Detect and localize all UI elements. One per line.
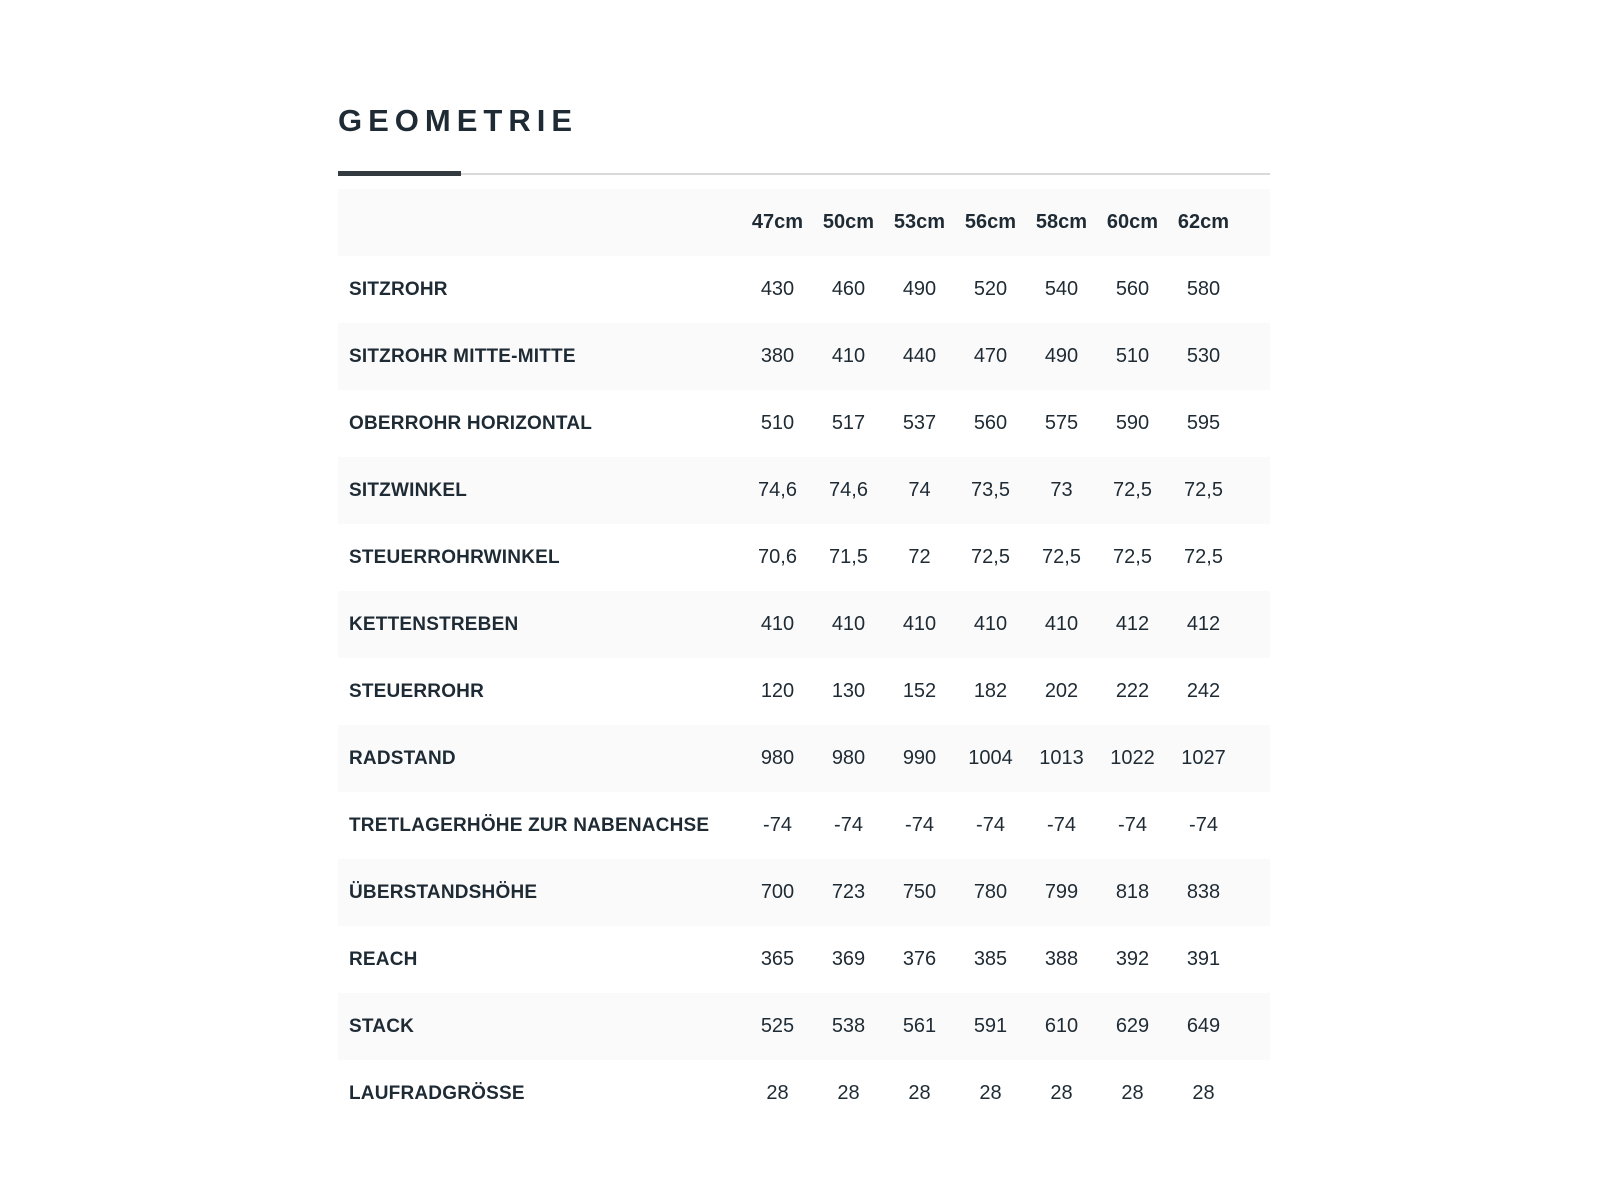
value-cell: 560	[1097, 256, 1168, 323]
value-cell: 540	[1026, 256, 1097, 323]
value-cell: 410	[813, 323, 884, 390]
value-cell: 591	[955, 993, 1026, 1060]
row-pad-cell	[1239, 725, 1270, 792]
value-cell: 1013	[1026, 725, 1097, 792]
value-cell: 202	[1026, 658, 1097, 725]
value-cell: 490	[1026, 323, 1097, 390]
value-cell: 73,5	[955, 457, 1026, 524]
value-cell: 780	[955, 859, 1026, 926]
value-cell: 1022	[1097, 725, 1168, 792]
header-pad-cell	[1239, 189, 1270, 256]
value-cell: -74	[1168, 792, 1239, 859]
table-row	[338, 524, 1270, 591]
value-cell: 595	[1168, 390, 1239, 457]
underline-rule	[338, 173, 1270, 175]
value-cell: -74	[1026, 792, 1097, 859]
value-cell: 610	[1026, 993, 1097, 1060]
value-cell: 510	[1097, 323, 1168, 390]
row-pad-cell	[1239, 323, 1270, 390]
value-cell: 28	[955, 1060, 1026, 1127]
table-body	[338, 256, 1270, 1127]
value-cell: 590	[1097, 390, 1168, 457]
value-cell: 71,5	[813, 524, 884, 591]
value-cell: 391	[1168, 926, 1239, 993]
value-cell: 537	[884, 390, 955, 457]
value-cell: -74	[955, 792, 1026, 859]
table-row	[338, 457, 1270, 524]
value-cell: 980	[742, 725, 813, 792]
table-row	[338, 591, 1270, 658]
row-label: LAUFRADGRÖSSE	[338, 1060, 742, 1127]
value-cell: 580	[1168, 256, 1239, 323]
value-cell: 120	[742, 658, 813, 725]
geometry-table	[338, 189, 1270, 1127]
value-cell: 410	[955, 591, 1026, 658]
value-cell: 818	[1097, 859, 1168, 926]
row-label: RADSTAND	[338, 725, 742, 792]
value-cell: 440	[884, 323, 955, 390]
table-row	[338, 658, 1270, 725]
size-header: 60cm	[1097, 189, 1168, 256]
value-cell: 490	[884, 256, 955, 323]
value-cell: -74	[884, 792, 955, 859]
row-pad-cell	[1239, 457, 1270, 524]
value-cell: 28	[1168, 1060, 1239, 1127]
row-pad-cell	[1239, 926, 1270, 993]
value-cell: 388	[1026, 926, 1097, 993]
geometry-section	[338, 92, 1270, 1127]
row-pad-cell	[1239, 859, 1270, 926]
value-cell: 28	[742, 1060, 813, 1127]
value-cell: 410	[884, 591, 955, 658]
value-cell: 517	[813, 390, 884, 457]
value-cell: 365	[742, 926, 813, 993]
value-cell: 376	[884, 926, 955, 993]
row-label: SITZWINKEL	[338, 457, 742, 524]
value-cell: 72,5	[1097, 457, 1168, 524]
section-title: GEOMETRIE	[338, 103, 579, 138]
row-pad-cell	[1239, 591, 1270, 658]
value-cell: 525	[742, 993, 813, 1060]
table-header	[338, 189, 1270, 256]
value-cell: 70,6	[742, 524, 813, 591]
value-cell: 73	[1026, 457, 1097, 524]
title-underline	[338, 169, 1270, 179]
value-cell: 72,5	[955, 524, 1026, 591]
table-row	[338, 792, 1270, 859]
row-label: SITZROHR MITTE-MITTE	[338, 323, 742, 390]
value-cell: 222	[1097, 658, 1168, 725]
value-cell: 430	[742, 256, 813, 323]
value-cell: 380	[742, 323, 813, 390]
table-row	[338, 1060, 1270, 1127]
value-cell: 530	[1168, 323, 1239, 390]
row-pad-cell	[1239, 658, 1270, 725]
value-cell: 723	[813, 859, 884, 926]
row-label: SITZROHR	[338, 256, 742, 323]
size-header: 47cm	[742, 189, 813, 256]
value-cell: 182	[955, 658, 1026, 725]
value-cell: 538	[813, 993, 884, 1060]
row-pad-cell	[1239, 390, 1270, 457]
value-cell: -74	[742, 792, 813, 859]
row-pad-cell	[1239, 524, 1270, 591]
value-cell: 510	[742, 390, 813, 457]
size-header: 56cm	[955, 189, 1026, 256]
value-cell: 392	[1097, 926, 1168, 993]
row-label: ÜBERSTANDSHÖHE	[338, 859, 742, 926]
row-pad-cell	[1239, 256, 1270, 323]
table-row	[338, 323, 1270, 390]
table-row	[338, 993, 1270, 1060]
value-cell: 369	[813, 926, 884, 993]
value-cell: 28	[884, 1060, 955, 1127]
table-row	[338, 859, 1270, 926]
header-row	[338, 189, 1270, 256]
value-cell: 560	[955, 390, 1026, 457]
value-cell: -74	[813, 792, 884, 859]
row-label: STEUERROHRWINKEL	[338, 524, 742, 591]
value-cell: 74	[884, 457, 955, 524]
value-cell: 980	[813, 725, 884, 792]
value-cell: -74	[1097, 792, 1168, 859]
row-pad-cell	[1239, 1060, 1270, 1127]
size-header: 58cm	[1026, 189, 1097, 256]
value-cell: 561	[884, 993, 955, 1060]
table-row	[338, 390, 1270, 457]
value-cell: 838	[1168, 859, 1239, 926]
value-cell: 1027	[1168, 725, 1239, 792]
value-cell: 28	[1097, 1060, 1168, 1127]
underline-accent	[338, 171, 461, 176]
row-pad-cell	[1239, 792, 1270, 859]
table-row	[338, 926, 1270, 993]
row-pad-cell	[1239, 993, 1270, 1060]
row-label: OBERROHR HORIZONTAL	[338, 390, 742, 457]
value-cell: 28	[1026, 1060, 1097, 1127]
value-cell: 28	[813, 1060, 884, 1127]
size-header: 53cm	[884, 189, 955, 256]
value-cell: 629	[1097, 993, 1168, 1060]
value-cell: 520	[955, 256, 1026, 323]
value-cell: 750	[884, 859, 955, 926]
value-cell: 990	[884, 725, 955, 792]
value-cell: 575	[1026, 390, 1097, 457]
value-cell: 470	[955, 323, 1026, 390]
value-cell: 72,5	[1026, 524, 1097, 591]
row-label: TRETLAGERHÖHE ZUR NABENACHSE	[338, 792, 742, 859]
row-label: REACH	[338, 926, 742, 993]
value-cell: 72,5	[1168, 524, 1239, 591]
value-cell: 152	[884, 658, 955, 725]
value-cell: 130	[813, 658, 884, 725]
value-cell: 385	[955, 926, 1026, 993]
value-cell: 410	[742, 591, 813, 658]
value-cell: 72	[884, 524, 955, 591]
value-cell: 649	[1168, 993, 1239, 1060]
table-row	[338, 256, 1270, 323]
table-row	[338, 725, 1270, 792]
value-cell: 72,5	[1097, 524, 1168, 591]
value-cell: 72,5	[1168, 457, 1239, 524]
value-cell: 242	[1168, 658, 1239, 725]
size-header: 62cm	[1168, 189, 1239, 256]
value-cell: 410	[1026, 591, 1097, 658]
value-cell: 700	[742, 859, 813, 926]
size-header: 50cm	[813, 189, 884, 256]
row-label: STACK	[338, 993, 742, 1060]
value-cell: 412	[1168, 591, 1239, 658]
value-cell: 1004	[955, 725, 1026, 792]
value-cell: 412	[1097, 591, 1168, 658]
header-label-cell	[338, 189, 742, 256]
value-cell: 799	[1026, 859, 1097, 926]
value-cell: 460	[813, 256, 884, 323]
value-cell: 74,6	[742, 457, 813, 524]
row-label: KETTENSTREBEN	[338, 591, 742, 658]
value-cell: 410	[813, 591, 884, 658]
value-cell: 74,6	[813, 457, 884, 524]
row-label: STEUERROHR	[338, 658, 742, 725]
